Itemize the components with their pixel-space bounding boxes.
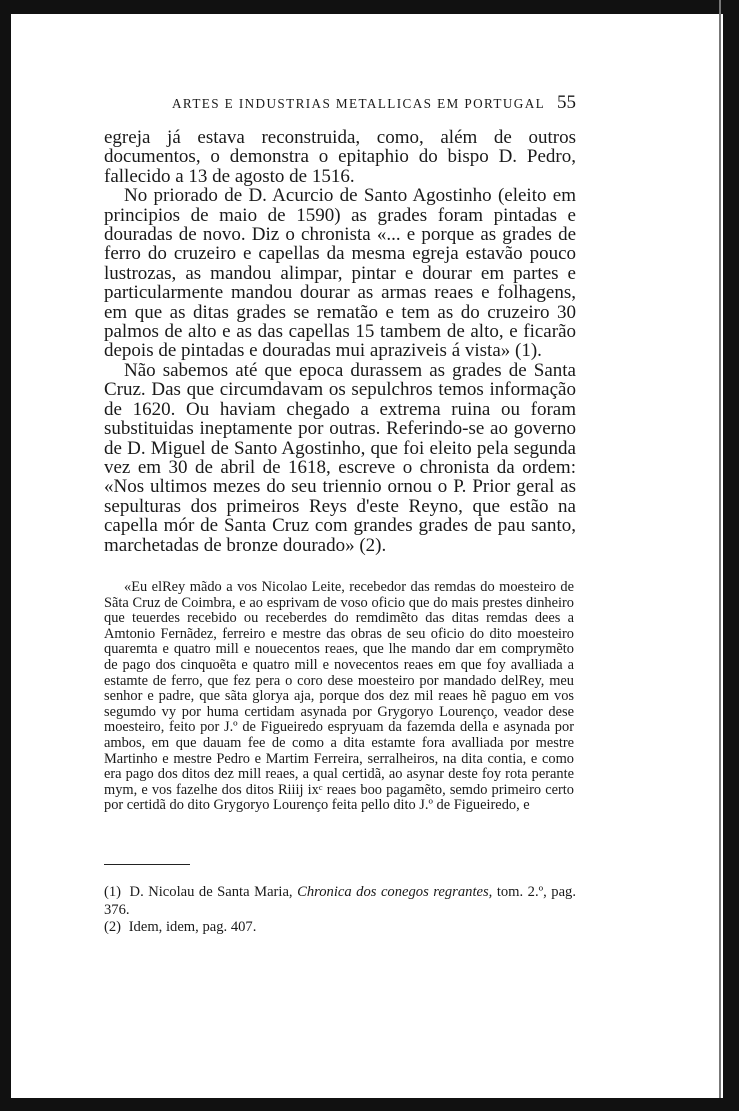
- footnote-marker: (2): [104, 919, 122, 936]
- footnote-author: D. Nicolau de Santa Maria,: [129, 884, 293, 900]
- quoted-paragraph: «Eu elRey mãdo a vos Nicolao Leite, recebedor das remdas do moesteiro de Sãta Cruz de Coimbra, e ao esprivam de voso oficio que do mais prestes dinheiro que teuerdes recebido ou receberdes do remdimẽto das ditas remdas dees a Amtonio Fernãdez, ferreiro e mestre das obras de seu oficio do dito moesteiro quaremta e quatro mill e nouecentos reaes, que lhe mando dar em comprymẽto de pago dos cinquoẽta e quatro mill e novecentos reaes em que foy avalliada a estamte de ferro, que fez pera o coro dese moesteiro por mandado delRey, meu senhor e padre, que sãta glorya aja, porque dos dez mil reaes hẽ paguo em vos segumdo vy por huma certidam asynada por Grygoryo Lourenço, veador dese moesteiro, feito por J.º de Figueiredo espryuam da fazemda della e asynada por ambos, em que dauam fee de como a dita estamte fora avalliada por mestre Martinho e mestre Pedro e Martim Ferreira, serralheiros, na dita contia, e como era pago dos ditos dez mill reaes, a qual certidã, ao asynar deste foy rota perante mym, e vos fazelhe dos ditos Riiij ixᶜ reaes boo pagamẽto, semdo primeiro certo por certidã do dito Grygoryo Lourenço feita pello dito J.º de Figueiredo, e: [104, 579, 574, 814]
- quoted-document: [104, 580, 574, 814]
- scan-border-right-line: [719, 0, 721, 1111]
- footnote-marker: (1): [104, 884, 122, 900]
- page-number: 55: [557, 92, 576, 113]
- scan-border-left: [0, 0, 11, 1111]
- page-header: [104, 92, 576, 116]
- scan-border-right: [723, 0, 739, 1111]
- scan-border-bottom: [0, 1098, 739, 1111]
- footnotes: [104, 884, 576, 937]
- footnote: [104, 884, 576, 919]
- scan-border-top: [0, 0, 739, 14]
- paragraph: Não sabemos até que epoca durassem as grades de Santa Cruz. Das que circumdavam os sepulchros temos informação de 1620. Ou haviam chegado a extrema ruina ou foram substituidas ineptamente por outras. Referindo-se ao governo de D. Miguel de Santo Agostinho, que foi eleito pela segunda vez em 30 de abril de 1618, escreve o chronista da ordem: «Nos ultimos mezes do seu triennio ornou o P. Prior geral as sepulturas dos primeiros Reys d'este Reyno, que estão na capella mór de Santa Cruz com grandes grades de pau santo, marchetadas de bronze dourado» (2).: [104, 359, 576, 556]
- paragraph: egreja já estava reconstruida, como, além de outros documentos, o demonstra o epitaphio do bispo D. Pedro, fallecido a 13 de agosto de 1516.: [104, 127, 576, 187]
- footnote: [104, 919, 576, 937]
- footnote-reference: tom. 2.º, pag. 376.: [104, 884, 576, 918]
- main-text: [104, 128, 576, 555]
- footnote-work-title: Chronica dos conegos regrantes,: [297, 884, 493, 900]
- footnote-divider: [104, 864, 190, 865]
- paragraph: No priorado de D. Acurcio de Santo Agostinho (eleito em principios de maio de 1590) as grades foram pintadas e douradas de novo. Diz o chronista «... e porque as grades de ferro do cruzeiro e capellas da mesma egreja estavão pouco lustrozas, as mandou alimpar, pintar e dourar em partes e particularmente mandou dourar as armas reaes e folhagens, em que as ditas grades se rematão e tem as do cruzeiro 30 palmos de alto e as das capellas 15 tambem de alto, e ficarão depois de pintadas e douradas mui apraziveis á vista» (1).: [104, 185, 576, 362]
- running-title: ARTES E INDUSTRIAS METALLICAS EM PORTUGAL: [172, 96, 546, 111]
- footnote-author: Idem, idem, pag. 407.: [128, 919, 257, 936]
